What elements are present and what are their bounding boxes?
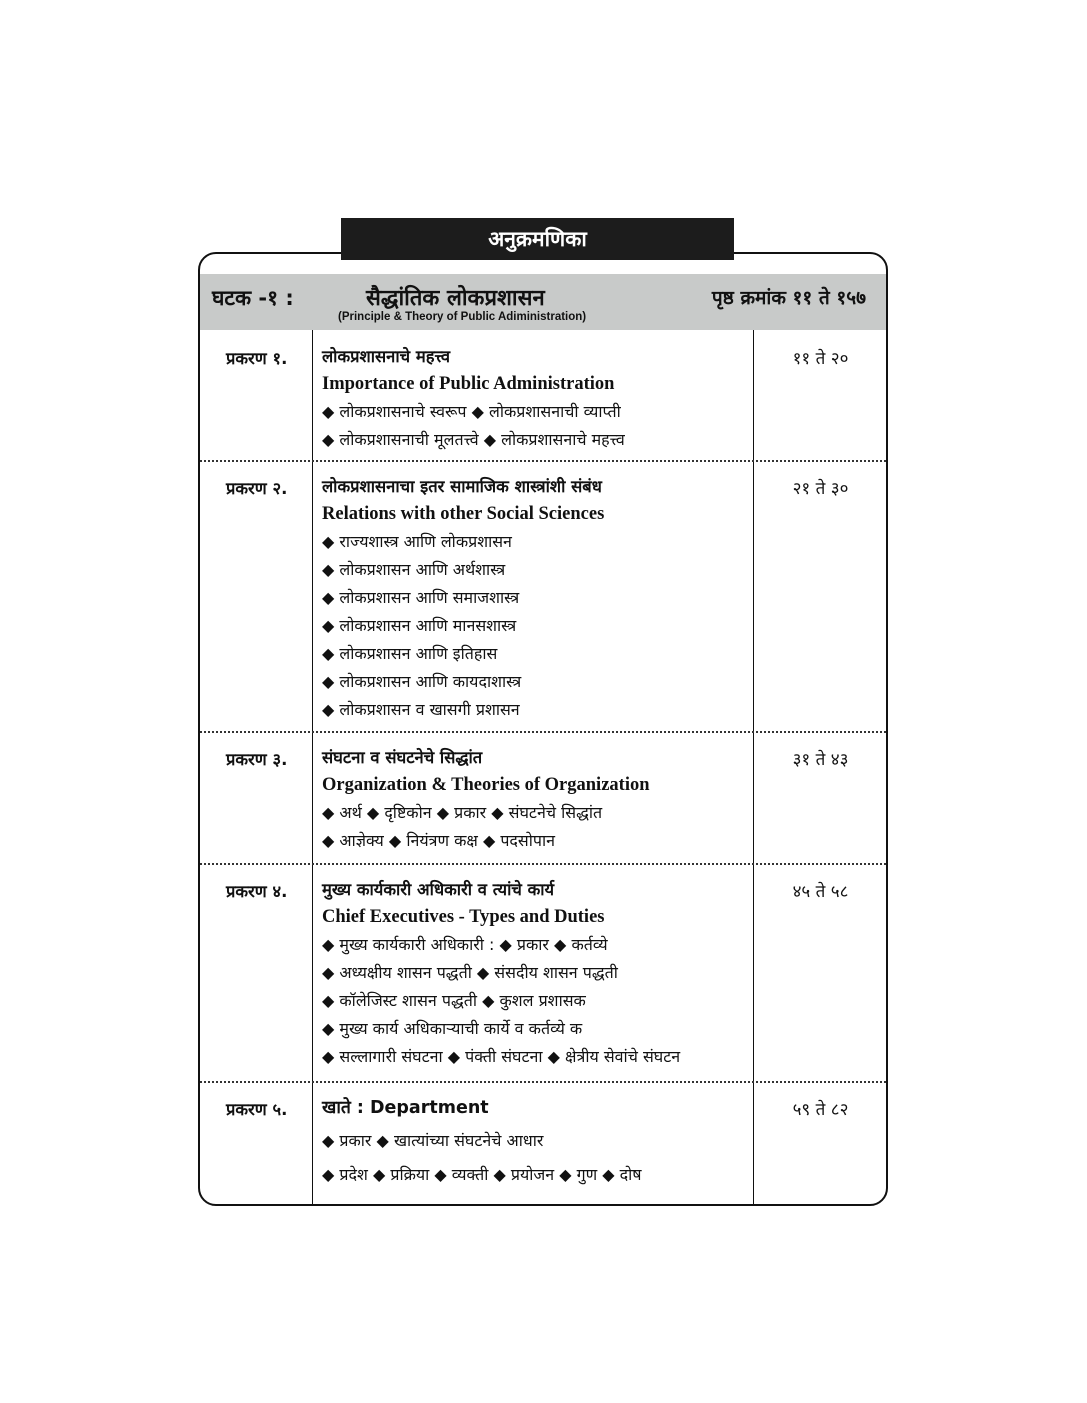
unit-page-range: पृष्ठ क्रमांक ११ ते १५७	[711, 287, 866, 309]
topic-line: ◆ कॉलेजिस्ट शासन पद्धती ◆ कुशल प्रशासक	[322, 991, 586, 1010]
unit-title: सैद्धांतिक लोकप्रशासन	[366, 286, 545, 311]
chapter-title: खाते : Department	[322, 1098, 489, 1118]
chapter-title-english: Relations with other Social Sciences	[322, 504, 605, 524]
topic-line: ◆ मुख्य कार्यकारी अधिकारी : ◆ प्रकार ◆ कर्तव्ये	[322, 935, 608, 954]
topic-line: ◆ लोकप्रशासन आणि मानसशास्त्र	[322, 616, 517, 635]
topic-line: ◆ प्रकार ◆ खात्यांच्या संघटनेचे आधार	[322, 1131, 544, 1150]
chapter-title-marathi: संघटना व संघटनेचे सिद्धांत	[322, 748, 483, 767]
chapter-page-range: ३१ ते ४३	[792, 750, 849, 770]
chapter-title-marathi: लोकप्रशासनाचा इतर सामाजिक शास्त्रांशी संबंध	[322, 477, 602, 496]
topic-line: ◆ सल्लागारी संघटना ◆ पंक्ती संघटना ◆ क्षेत्रीय सेवांचे संघटन	[322, 1047, 681, 1066]
topic-line: ◆ राज्यशास्त्र आणि लोकप्रशासन	[322, 532, 512, 551]
chapter-content	[322, 344, 747, 454]
topic-line: ◆ लोकप्रशासन आणि समाजशास्त्र	[322, 588, 520, 607]
chapter-title-english: Organization & Theories of Organization	[322, 775, 650, 795]
chapter-label: प्रकरण ३.	[226, 750, 288, 769]
chapter-content	[322, 1095, 747, 1189]
topic-line: ◆ लोकप्रशासन आणि कायदाशास्त्र	[322, 672, 522, 691]
chapter-label: प्रकरण ४.	[226, 882, 288, 901]
chapter-4-row	[200, 865, 886, 1083]
chapter-3-row	[200, 733, 886, 865]
contents-table	[198, 252, 888, 1206]
chapter-label: प्रकरण १.	[226, 349, 288, 368]
chapter-title-marathi: मुख्य कार्यकारी अधिकारी व त्यांचे कार्य	[322, 880, 555, 899]
unit-header	[200, 274, 886, 330]
chapter-page-range: ५९ ते ८२	[792, 1100, 849, 1120]
topic-line: ◆ लोकप्रशासन व खासगी प्रशासन	[322, 700, 520, 719]
chapter-title-english: Chief Executives - Types and Duties	[322, 907, 605, 927]
chapter-label: प्रकरण २.	[226, 479, 288, 498]
topic-line: ◆ लोकप्रशासन आणि इतिहास	[322, 644, 498, 663]
chapter-label: प्रकरण ५.	[226, 1100, 288, 1119]
unit-label: घटक -१ :	[212, 286, 294, 310]
chapter-page-range: ११ ते २०	[792, 349, 849, 369]
chapter-1-row	[200, 332, 886, 462]
chapter-content	[322, 745, 747, 855]
topic-line: ◆ आज्ञेक्य ◆ नियंत्रण कक्ष ◆ पदसोपान	[322, 831, 555, 850]
chapter-content	[322, 474, 747, 724]
topic-line: ◆ अर्थ ◆ दृष्टिकोन ◆ प्रकार ◆ संघटनेचे सिद्धांत	[322, 803, 603, 822]
chapter-2-row	[200, 462, 886, 733]
topic-line: ◆ अध्यक्षीय शासन पद्धती ◆ संसदीय शासन पद्धती	[322, 963, 618, 982]
chapter-page-range: २१ ते ३०	[792, 479, 849, 499]
chapter-5-row	[200, 1083, 886, 1203]
chapter-title-english: Importance of Public Administration	[322, 374, 615, 394]
topic-line: ◆ लोकप्रशासनाचे स्वरूप ◆ लोकप्रशासनाची व्याप्ती	[322, 402, 621, 421]
chapter-page-range: ४५ ते ५८	[792, 882, 849, 902]
contents-heading: अनुक्रमणिका	[341, 218, 734, 260]
topic-line: ◆ मुख्य कार्य अधिकाऱ्याची कार्ये व कर्तव्ये क	[322, 1019, 583, 1038]
topic-line: ◆ प्रदेश ◆ प्रक्रिया ◆ व्यक्ती ◆ प्रयोजन ◆ गुण ◆ दोष	[322, 1165, 642, 1184]
topic-line: ◆ लोकप्रशासन आणि अर्थशास्त्र	[322, 560, 506, 579]
topic-line: ◆ लोकप्रशासनाची मूलतत्त्वे ◆ लोकप्रशासनाचे महत्त्व	[322, 430, 625, 449]
chapter-title-marathi: लोकप्रशासनाचे महत्त्व	[322, 347, 450, 366]
unit-subtitle: (Principle & Theory of Public Adiministration)	[338, 311, 587, 323]
chapter-content	[322, 877, 747, 1071]
